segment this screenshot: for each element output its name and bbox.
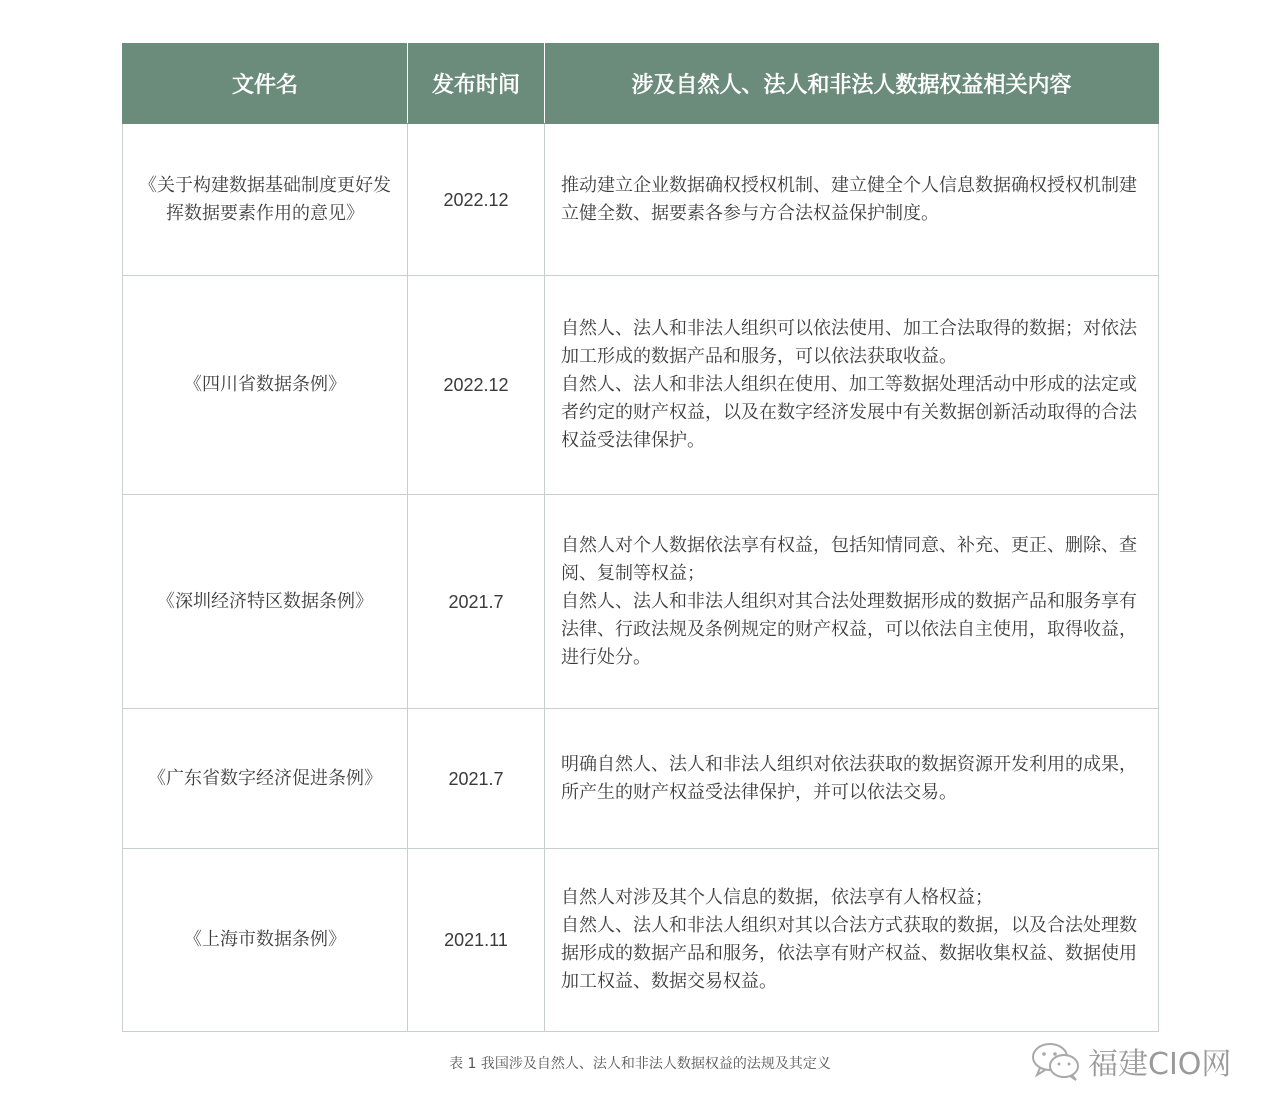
table-row (123, 495, 1159, 709)
watermark-text: 福建CIO网 (1088, 1047, 1232, 1082)
header-related-content: 涉及自然人、法人和非法人数据权益相关内容 (545, 44, 1159, 124)
header-publish-date: 发布时间 (408, 44, 545, 124)
table-row (123, 124, 1159, 276)
cell-publish-date: 2021.11 (408, 849, 545, 1032)
cell-related-content: 推动建立企业数据确权授权机制、建立健全个人信息数据确权授权机制建立健全数、据要素各参与方合法权益保护制度。 (545, 124, 1159, 276)
header-file-name: 文件名 (123, 44, 408, 124)
cell-related-content: 明确自然人、法人和非法人组织对依法获取的数据资源开发利用的成果，所产生的财产权益受法律保护，并可以依法交易。 (545, 709, 1159, 849)
table-row (123, 276, 1159, 495)
header-row (123, 44, 1159, 124)
cell-file-name: 《广东省数字经济促进条例》 (123, 709, 408, 849)
cell-publish-date: 2022.12 (408, 276, 545, 495)
table-row (123, 709, 1159, 849)
wechat-icon (1030, 1041, 1082, 1081)
cell-file-name: 《上海市数据条例》 (123, 849, 408, 1032)
cell-file-name: 《深圳经济特区数据条例》 (123, 495, 408, 709)
cell-publish-date: 2021.7 (408, 709, 545, 849)
table-header (123, 44, 1159, 124)
cell-publish-date: 2021.7 (408, 495, 545, 709)
cell-related-content: 自然人对涉及其个人信息的数据，依法享有人格权益； 自然人、法人和非法人组织对其以合法方式获取的数据，以及合法处理数据形成的数据产品和服务，依法享有财产权益、数据收集权益、数据使用加工权益、数据交易权益。 (545, 849, 1159, 1032)
table-body (123, 124, 1159, 1032)
cell-related-content: 自然人对个人数据依法享有权益，包括知情同意、补充、更正、删除、查阅、复制等权益； 自然人、法人和非法人组织对其合法处理数据形成的数据产品和服务享有法律、行政法规及条例规定的财产权益，可以依法自主使用，取得收益，进行处分。 (545, 495, 1159, 709)
table-row (123, 849, 1159, 1032)
cell-related-content: 自然人、法人和非法人组织可以依法使用、加工合法取得的数据；对依法加工形成的数据产品和服务，可以依法获取收益。 自然人、法人和非法人组织在使用、加工等数据处理活动中形成的法定或者约定的财产权益，以及在数字经济发展中有关数据创新活动取得的合法权益受法律保护。 (545, 276, 1159, 495)
table-caption: 表 1 我国涉及自然人、法人和非法人数据权益的法规及其定义 (449, 1056, 831, 1072)
watermark (1030, 1038, 1231, 1084)
cell-publish-date: 2022.12 (408, 124, 545, 276)
cell-file-name: 《四川省数据条例》 (123, 276, 408, 495)
regulations-table (122, 43, 1159, 1032)
cell-file-name: 《关于构建数据基础制度更好发挥数据要素作用的意见》 (123, 124, 408, 276)
